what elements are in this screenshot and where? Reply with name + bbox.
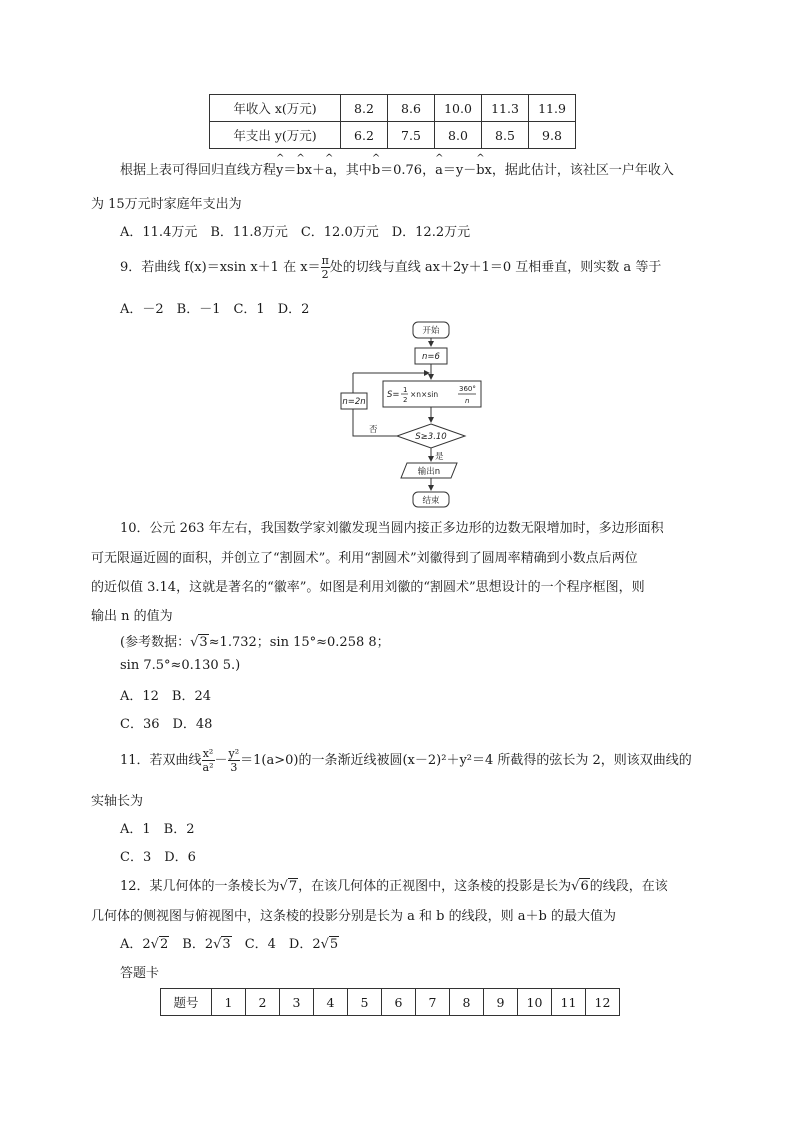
flowchart xyxy=(335,318,485,510)
q11-options2: C．3 D．6 xyxy=(120,850,196,865)
answer-sheet-table xyxy=(160,988,620,1016)
q8-line1: 根据上表可得回归直线方程^ y＝^ bx＋^ a，其中^ b＝0.76，^ a＝y－^ bx，据此估计，该社区一户年收入 xyxy=(120,159,674,178)
flow-loop-label: n=2n xyxy=(342,397,366,407)
table-cell: 5 xyxy=(348,989,382,1016)
flow-yes-label: 是 xyxy=(435,452,444,462)
q10-line4: 输出 n 的值为 xyxy=(91,609,173,624)
table-cell: 10.0 xyxy=(435,95,482,122)
table-cell: 2 xyxy=(246,989,280,1016)
table-cell: 8.0 xyxy=(435,122,482,149)
flow-output-label: 输出n xyxy=(417,467,441,477)
q11-stem: 11．若双曲线 $\frac{\text{x²}}{\text{a²}}$ － $\frac{\text{y²}}{3}$ ＝1(a>0)的一条渐近线被圆(x－2)²＋y²＝4 所截得的弦长为 2，则该双曲线的 xyxy=(120,747,692,774)
table-cell: 4 xyxy=(314,989,348,1016)
table-cell: 11.9 xyxy=(529,95,576,122)
row-header: 题号 xyxy=(161,989,212,1016)
row-header: 年收入 x(万元) xyxy=(210,95,341,122)
flow-init-label: n=6 xyxy=(422,352,440,362)
table-row xyxy=(210,122,576,149)
q9-options: A．－2 B．－1 C．1 D．2 xyxy=(120,302,310,317)
q10-ref2: sin 7.5°≈0.130 5.) xyxy=(120,658,241,673)
table-cell: 3 xyxy=(280,989,314,1016)
table-cell: 8.6 xyxy=(388,95,435,122)
fraction: $\frac{\text{x²}}{\text{a²}}$ xyxy=(202,747,214,774)
q10-line2: 可无限逼近圆的面积，并创立了“割圆术”。利用“割圆术”刘徽得到了圆周率精确到小数点后两位 xyxy=(91,551,638,566)
q10-line1: 10．公元 263 年左右，我国数学家刘徽发现当圆内接正多边形的边数无限增加时，多边形面积 xyxy=(120,521,664,536)
q11-line2: 实轴长为 xyxy=(91,794,144,809)
fraction: $\frac{\text{y²}}{3}$ xyxy=(228,747,240,774)
q12-options: A．2√2 B．2√3 C．4 D．2√5 xyxy=(120,937,339,952)
table-cell: 8.2 xyxy=(341,95,388,122)
q11-options1: A．1 B．2 xyxy=(120,822,195,837)
q10-ref1: (参考数据：√3≈1.732；sin 15°≈0.258 8； xyxy=(120,635,390,650)
q12-line2: 几何体的侧视图与俯视图中，这条棱的投影分别是长为 a 和 b 的线段，则 a＋b 的最大值为 xyxy=(91,909,616,924)
flow-formula-mid: ×n×sin xyxy=(410,390,439,399)
table-row xyxy=(161,989,620,1016)
q8-options: A．11.4万元 B．11.8万元 C．12.0万元 D．12.2万元 xyxy=(120,225,471,240)
row-header: 年支出 y(万元) xyxy=(210,122,341,149)
flow-angle-den: n xyxy=(465,397,470,405)
table-cell: 7 xyxy=(416,989,450,1016)
table-cell: 10 xyxy=(518,989,552,1016)
table-cell: 8 xyxy=(450,989,484,1016)
table-cell: 7.5 xyxy=(388,122,435,149)
answer-sheet-title: 答题卡 xyxy=(120,966,160,981)
q9-stem: 9．若曲线 f(x)＝xsin x＋1 在 x＝ $\frac{\pi}{2}$ 处的切线与直线 ax＋2y＋1＝0 互相垂直，则实数 a 等于 xyxy=(120,254,662,281)
flow-angle-num: 360° xyxy=(459,385,476,393)
table-cell: 9 xyxy=(484,989,518,1016)
table-cell: 12 xyxy=(586,989,620,1016)
flow-cond-label: S≥3.10 xyxy=(415,432,447,442)
table-cell: 9.8 xyxy=(529,122,576,149)
flow-no-label: 否 xyxy=(369,425,378,435)
q10-options2: C．36 D．48 xyxy=(120,717,213,732)
table-cell: 8.5 xyxy=(482,122,529,149)
table-cell: 6 xyxy=(382,989,416,1016)
flow-formula-s: S= xyxy=(387,390,400,400)
flow-end-label: 结束 xyxy=(422,496,440,506)
fraction: $\frac{\pi}{2}$ xyxy=(321,254,329,281)
flow-formula-num: 1 xyxy=(403,386,408,394)
flow-start-label: 开始 xyxy=(422,326,440,336)
table-cell: 11 xyxy=(552,989,586,1016)
table-row xyxy=(210,95,576,122)
table-cell: 6.2 xyxy=(341,122,388,149)
flow-formula-den: 2 xyxy=(403,396,408,404)
q12-line1: 12．某几何体的一条棱长为√7，在该几何体的正视图中，这条棱的投影是长为√6的线段，在该 xyxy=(120,879,668,894)
q10-options1: A．12 B．24 xyxy=(120,689,212,704)
q8-line2: 为 15万元时家庭年支出为 xyxy=(91,197,242,212)
q10-line3: 的近似值 3.14，这就是著名的“徽率”。如图是利用刘徽的“割圆术”思想设计的一个程序框图，则 xyxy=(91,580,645,595)
income-expense-table xyxy=(209,94,576,149)
table-cell: 1 xyxy=(212,989,246,1016)
table-cell: 11.3 xyxy=(482,95,529,122)
